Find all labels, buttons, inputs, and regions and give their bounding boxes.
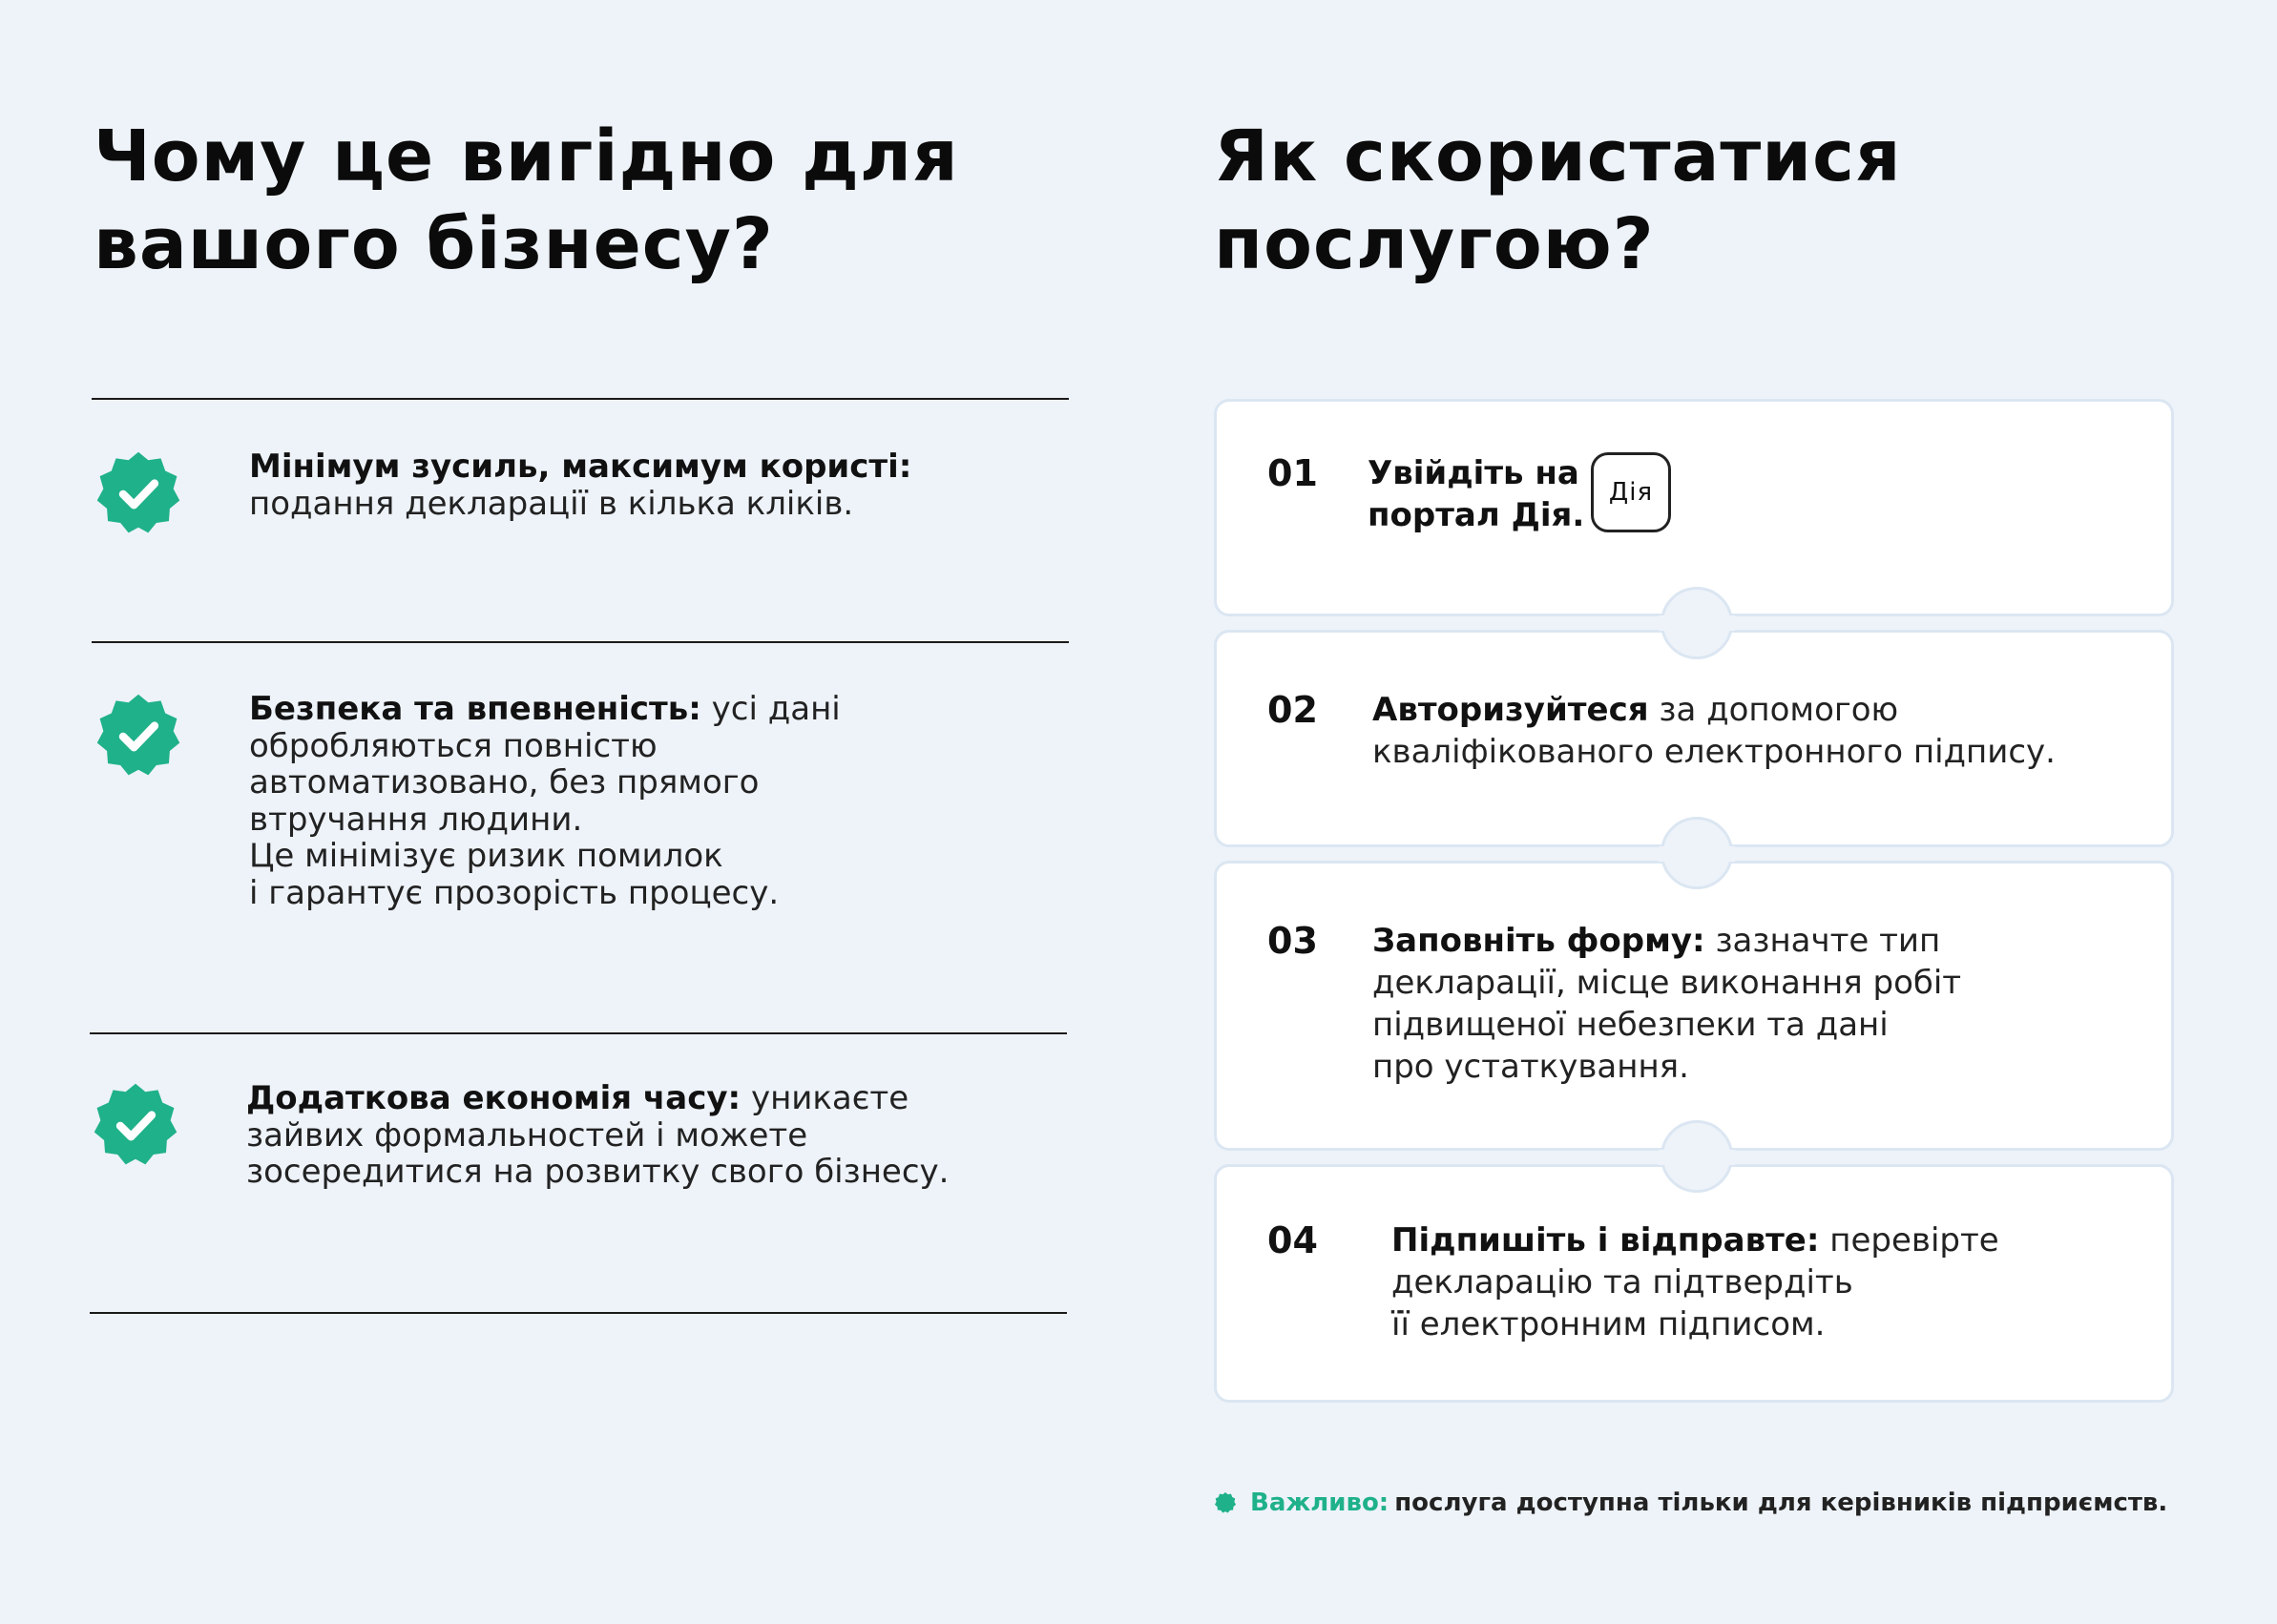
diia-logo: Дія xyxy=(1591,452,1671,532)
step-title: Заповніть форму: xyxy=(1372,922,1705,960)
step-rest: перевірте xyxy=(1819,1221,1999,1260)
benefit-text xyxy=(249,448,911,522)
connector-gap xyxy=(1659,1150,1735,1165)
step-title: Підпишіть і відправте: xyxy=(1391,1221,1820,1260)
benefit-rest: усі дані xyxy=(700,690,841,728)
divider xyxy=(92,398,1069,400)
step-line: підвищеної небезпеки та дані xyxy=(1372,1006,1889,1044)
step-line: декларації, місце виконання робіт xyxy=(1372,964,1962,1002)
step-title: Авторизуйтеся xyxy=(1372,691,1649,729)
step-line: кваліфікованого електронного підпису. xyxy=(1372,733,2056,771)
step-text xyxy=(1372,920,1961,1088)
step-text xyxy=(1368,452,1584,536)
benefit-line: подання декларації в кілька кліків. xyxy=(249,484,854,523)
step-card xyxy=(1214,399,2174,616)
howto-heading-line2: послугою? xyxy=(1214,203,1655,285)
step-line: Увійдіть на xyxy=(1368,454,1579,492)
benefits-heading xyxy=(94,113,959,288)
divider xyxy=(90,1312,1067,1314)
step-rest: зазначте тип xyxy=(1704,922,1941,960)
note-label: Важливо: xyxy=(1250,1489,1389,1517)
step-number: 03 xyxy=(1267,920,1318,962)
benefits-heading-line1: Чому це вигідно для xyxy=(94,115,959,198)
check-badge-icon xyxy=(91,1080,180,1170)
benefit-title: Додаткова економія часу: xyxy=(246,1079,742,1117)
connector-gap xyxy=(1659,846,1735,862)
step-line: її електронним підписом. xyxy=(1391,1305,1826,1343)
benefit-line: зайвих формальностей і можете xyxy=(246,1115,808,1155)
step-text xyxy=(1391,1219,1999,1345)
step-line: про устаткування. xyxy=(1372,1048,1689,1086)
benefit-line: втручання людини. xyxy=(249,800,583,839)
connector-gap xyxy=(1659,615,1735,631)
star-badge-icon xyxy=(1214,1491,1237,1514)
important-note xyxy=(1214,1489,2167,1517)
divider xyxy=(90,1032,1067,1034)
benefit-title: Безпека та впевненість: xyxy=(249,690,701,728)
step-rest: за допомогою xyxy=(1648,691,1899,729)
benefit-line: автоматизовано, без прямого xyxy=(249,763,760,802)
divider xyxy=(92,641,1069,643)
check-badge-icon xyxy=(94,691,183,781)
step-number: 04 xyxy=(1267,1219,1318,1261)
howto-heading xyxy=(1214,113,1902,288)
benefit-line: і гарантує прозорість процесу. xyxy=(249,873,780,912)
step-line: декларацію та підтвердіть xyxy=(1391,1263,1853,1301)
step-text xyxy=(1372,689,2056,773)
step-line: портал Дія. xyxy=(1368,496,1585,534)
benefit-line: зосередитися на розвитку свого бізнесу. xyxy=(246,1153,950,1191)
benefit-text xyxy=(246,1080,949,1191)
check-badge-icon xyxy=(94,448,183,538)
step-number: 01 xyxy=(1267,452,1318,494)
benefit-line: обробляються повністю xyxy=(249,726,658,765)
benefit-title: Мінімум зусиль, максимум користі: xyxy=(249,448,912,486)
benefits-heading-line2: вашого бізнесу? xyxy=(94,203,774,285)
benefit-text xyxy=(249,691,841,911)
howto-heading-line1: Як скористатися xyxy=(1214,115,1902,198)
benefit-rest: уникаєте xyxy=(741,1079,909,1117)
note-body: послуга доступна тільки для керівників підприємств. xyxy=(1394,1489,2168,1517)
benefit-line: Це мінімізує ризик помилок xyxy=(249,837,723,875)
step-number: 02 xyxy=(1267,689,1318,731)
